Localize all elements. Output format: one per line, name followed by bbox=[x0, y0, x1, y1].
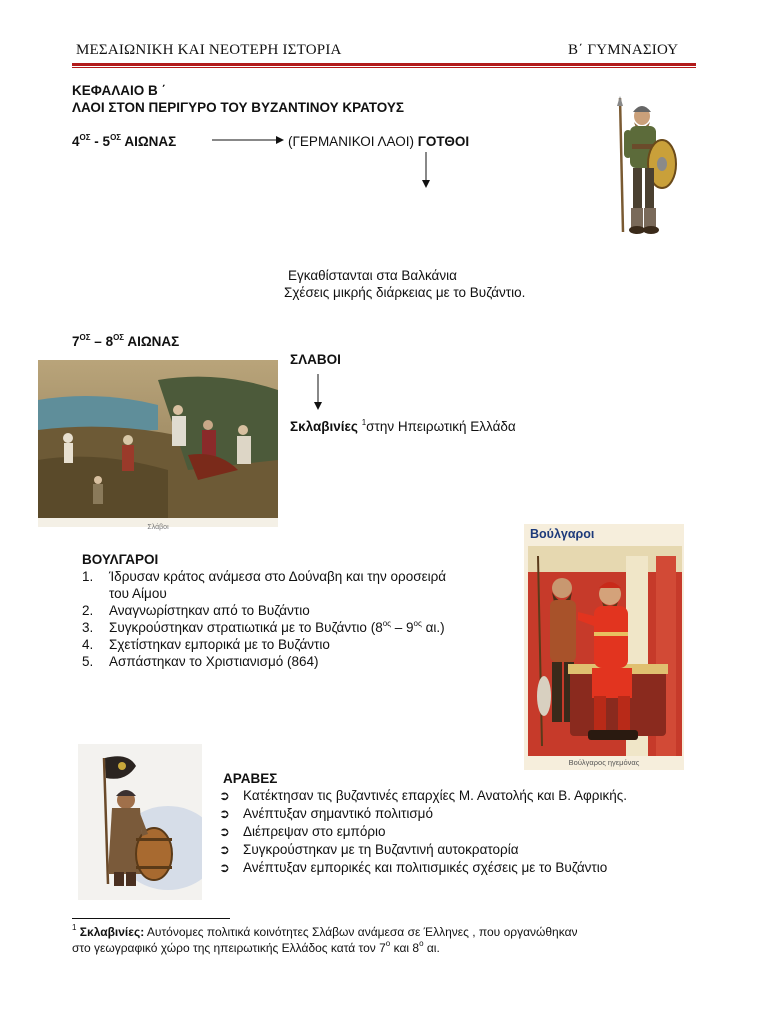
list-item: ➲ Ανέπτυξαν σημαντικό πολιτισμό bbox=[219, 806, 433, 821]
arab-illustration-frame bbox=[78, 744, 202, 900]
header-grade: Β΄ ΓΥΜΝΑΣΙΟΥ bbox=[568, 42, 679, 58]
goths-people: (ΓΕΡΜΑΝΙΚΟΙ ΛΑΟΙ) ΓΟΤΘΟΙ bbox=[288, 134, 470, 149]
list-item: 1. Ίδρυσαν κράτος ανάμεσα στο Δούναβη και την οροσειρά bbox=[82, 569, 447, 584]
arabs-title: ΑΡΑΒΕΣ bbox=[223, 771, 278, 786]
goths-centuries: $4^{O\Sigma} - 5^{O\Sigma}$ ΑΙΩΝΑΣ bbox=[72, 133, 177, 149]
slavs-sklavinies: Σκλαβινίες $^1$στην Ηπειρωτική Ελλάδα bbox=[290, 418, 516, 434]
bulgars-title: ΒΟΥΛΓΑΡΟΙ bbox=[82, 552, 159, 567]
down-arrow-icon bbox=[420, 152, 432, 188]
list-item: ➲ Κατέκτησαν τις βυζαντινές επαρχίες Μ. Ανατολής και Β. Αφρικής. bbox=[219, 788, 627, 803]
slavs-title: ΣΛΑΒΟΙ bbox=[290, 352, 341, 367]
list-item: του Αίμου bbox=[109, 586, 167, 601]
slavs-image-caption: Σλάβοι bbox=[147, 524, 169, 531]
bulgar-image-frame bbox=[524, 524, 684, 770]
list-item: ➲ Διέπρεψαν στο εμπόριο bbox=[219, 824, 386, 839]
circled-arrow-icon: ➲ bbox=[219, 860, 230, 875]
list-item: ➲ Ανέπτυξαν εμπορικές και πολιτισμικές σχέσεις με το Βυζάντιο bbox=[219, 860, 608, 875]
footnote-separator bbox=[72, 918, 230, 919]
slavs-painting bbox=[38, 360, 278, 518]
list-item: 2. Αναγνωρίστηκαν από το Βυζάντιο bbox=[82, 603, 310, 618]
chapter-title: ΛΑΟΙ ΣΤΟΝ ΠΕΡΙΓΥΡΟ ΤΟΥ ΒΥΖΑΝΤΙΝΟΥ ΚΡΑΤΟΥΣ bbox=[72, 100, 405, 115]
circled-arrow-icon: ➲ bbox=[219, 842, 230, 857]
list-item: 5. Ασπάστηκαν το Χριστιανισμό (864) bbox=[82, 654, 319, 669]
footnote-line-2: στο γεωγραφικό χώρο της ηπειρωτικής Ελλάδος κατά τον $7^o$ και $8^o$ αι. bbox=[72, 939, 440, 955]
slavs-painting-frame bbox=[38, 360, 278, 531]
circled-arrow-icon: ➲ bbox=[219, 788, 230, 803]
header-title: ΜΕΣΑΙΩΝΙΚΗ ΚΑΙ ΝΕΟΤΕΡΗ ΙΣΤΟΡΙΑ bbox=[76, 42, 342, 58]
bulgar-image-caption: Βούλγαρος ηγεμόνας bbox=[568, 758, 640, 767]
right-arrow-icon bbox=[212, 134, 284, 146]
bulgar-ruler-illustration bbox=[528, 546, 682, 756]
bulgars-list bbox=[82, 568, 512, 670]
chapter-label: ΚΕΦΑΛΑΙΟ Β ΄ bbox=[72, 83, 166, 98]
header-rule bbox=[72, 63, 696, 66]
arab-merchant-illustration bbox=[78, 744, 202, 900]
list-item: 3. Συγκρούστηκαν στρατιωτικά με το Βυζάντιο ($8^{o\varsigma} - 9^{o\varsigma}$ αι.) bbox=[82, 619, 445, 635]
footnote-line-1: $^1$ Σκλαβινίες: Αυτόνομες πολιτικά κοινότητες Σλάβων ανάμεσα σε Έλληνες , που οργανώθηκαν bbox=[72, 923, 578, 939]
down-arrow-icon bbox=[312, 374, 324, 410]
goth-warrior-illustration bbox=[606, 96, 680, 236]
circled-arrow-icon: ➲ bbox=[219, 806, 230, 821]
list-item: 4. Σχετίστηκαν εμπορικά με το Βυζάντιο bbox=[82, 637, 330, 652]
list-item: ➲ Συγκρούστηκαν με τη Βυζαντινή αυτοκρατορία bbox=[219, 842, 519, 857]
goths-note-settle: Εγκαθίστανται στα Βαλκάνια bbox=[288, 268, 457, 283]
circled-arrow-icon: ➲ bbox=[219, 824, 230, 839]
bulgar-image-title: Βούλγαροι bbox=[530, 527, 595, 541]
goths-note-relations: Σχέσεις μικρής διάρκειας με το Βυζάντιο. bbox=[284, 285, 526, 300]
arabs-list bbox=[219, 787, 699, 877]
slavs-centuries: $7^{O\Sigma} - 8^{O\Sigma}$ ΑΙΩΝΑΣ bbox=[72, 333, 180, 349]
header-rule-thin bbox=[72, 67, 696, 68]
